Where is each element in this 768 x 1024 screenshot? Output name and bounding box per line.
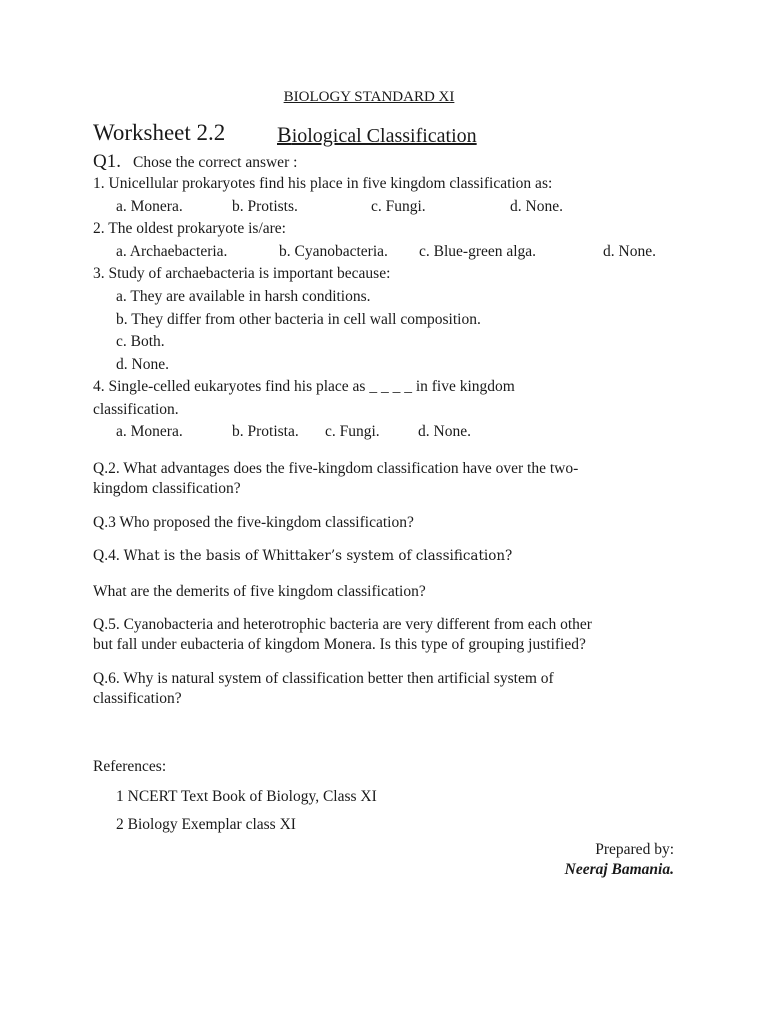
q4-line <box>93 546 512 566</box>
q5-line2: but fall under eubacteria of kingdom Monera. Is this type of grouping justified? <box>93 636 586 653</box>
mcq-1-option-b: b. Protists. <box>232 198 298 215</box>
mcq-4-option-d: d. None. <box>418 423 471 440</box>
mcq-1-option-c: c. Fungi. <box>371 198 426 215</box>
reference-item-2: 2 Biology Exemplar class XI <box>116 816 296 833</box>
reference-item-1: 1 NCERT Text Book of Biology, Class XI <box>116 788 377 805</box>
mcq-1-option-a: a. Monera. <box>116 198 183 215</box>
q4-prefix: Q.4. <box>93 547 124 564</box>
mcq-3-option-b: b. They differ from other bacteria in cell wall composition. <box>116 311 481 328</box>
mcq-2-option-a: a. Archaebacteria. <box>116 243 228 260</box>
q1-number: Q1. <box>93 151 121 172</box>
mcq-2-option-b: b. Cyanobacteria. <box>279 243 388 260</box>
q1-instruction: Chose the correct answer : <box>133 154 298 171</box>
mcq-3-option-c: c. Both. <box>116 333 165 350</box>
q3-text: Q.3 Who proposed the five-kingdom classification? <box>93 514 414 531</box>
worksheet-title: Worksheet 2.2 <box>93 120 226 145</box>
q5-line1: Q.5. Cyanobacteria and heterotrophic bacteria are very different from each other <box>93 616 592 633</box>
q6-line2: classification? <box>93 690 182 707</box>
author-name: Neeraj Bamania. <box>564 861 674 878</box>
mcq-4-option-b: b. Protista. <box>232 423 299 440</box>
mcq-3-option-a: a. They are available in harsh conditions. <box>116 288 371 305</box>
mcq-4-question-line1: 4. Single-celled eukaryotes find his place as _ _ _ _ in five kingdom <box>93 378 515 395</box>
subtitle-rest: iological Classification <box>291 125 477 147</box>
mcq-2-option-c: c. Blue-green alga. <box>419 243 537 260</box>
q4-text: What is the basis of Whittaker’s system of classification? <box>123 548 513 564</box>
mcq-4-option-a: a. Monera. <box>116 423 183 440</box>
mcq-2-question: 2. The oldest prokaryote is/are: <box>93 220 286 237</box>
mcq-3-question: 3. Study of archaebacteria is important because: <box>93 265 391 282</box>
mcq-4-option-c: c. Fungi. <box>325 423 380 440</box>
q4-extra: What are the demerits of five kingdom classification? <box>93 583 426 600</box>
q2-line1: Q.2. What advantages does the five-kingdom classification have over the two- <box>93 460 579 477</box>
q6-line1: Q.6. Why is natural system of classification better then artificial system of <box>93 670 554 687</box>
worksheet-subtitle <box>277 122 477 149</box>
document-header: BIOLOGY STANDARD XI <box>283 89 455 105</box>
mcq-3-option-d: d. None. <box>116 356 169 373</box>
mcq-1-question: 1. Unicellular prokaryotes find his place in five kingdom classification as: <box>93 175 553 192</box>
mcq-1-option-d: d. None. <box>510 198 563 215</box>
subtitle-initial: B <box>277 122 292 147</box>
mcq-4-question-line2: classification. <box>93 401 179 418</box>
q2-line2: kingdom classification? <box>93 480 241 497</box>
prepared-by-label: Prepared by: <box>595 841 674 858</box>
mcq-2-option-d: d. None. <box>603 243 656 260</box>
references-heading: References: <box>93 758 167 775</box>
